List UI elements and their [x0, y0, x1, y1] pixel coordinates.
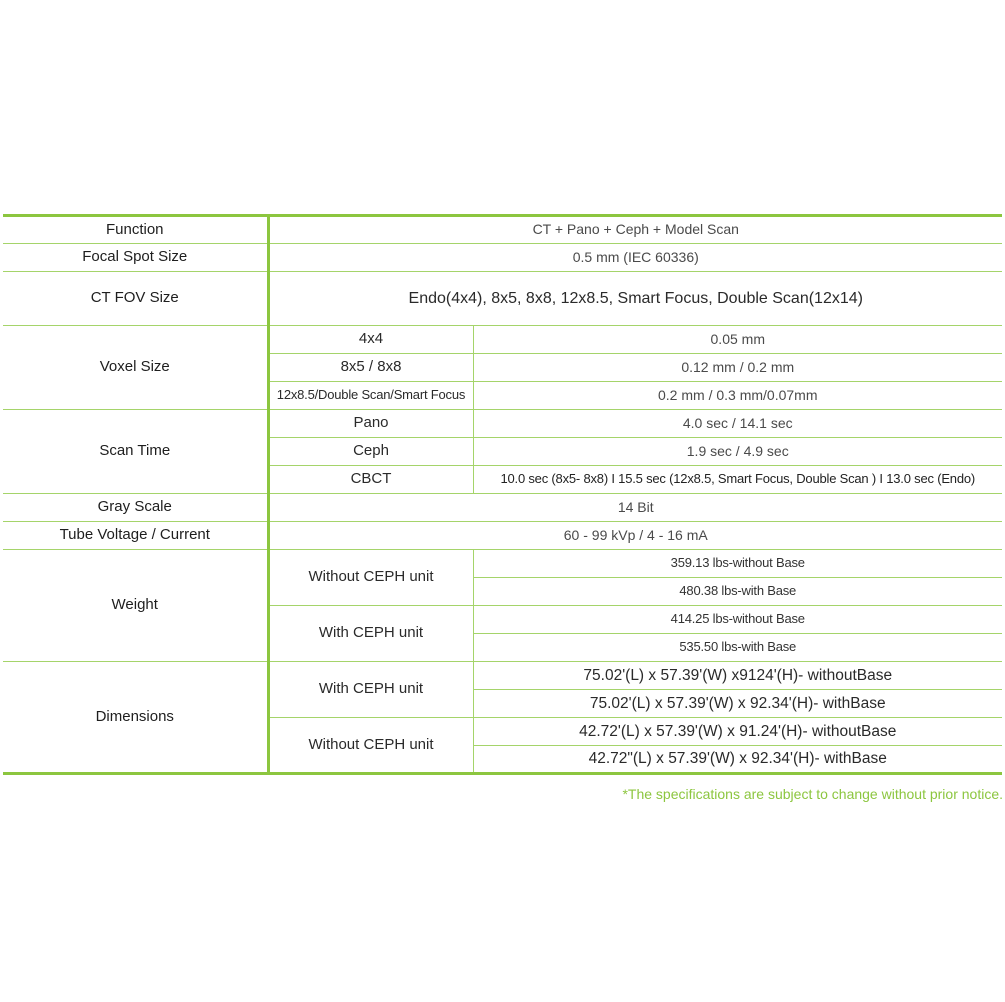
table-row	[3, 662, 1002, 690]
table-row	[3, 326, 1002, 354]
tube-voltage-value: 60 - 99 kVp / 4 - 16 mA	[268, 522, 1002, 550]
weight-value: 414.25 lbs-without Base	[473, 606, 1002, 634]
dimensions-label: Dimensions	[3, 662, 268, 774]
ct-fov-label: CT FOV Size	[3, 272, 268, 326]
gray-scale-label: Gray Scale	[3, 494, 268, 522]
scan-time-label: Scan Time	[3, 410, 268, 494]
voxel-size-label: Voxel Size	[3, 326, 268, 410]
dimensions-sub-label: With CEPH unit	[268, 662, 473, 718]
table-row	[3, 244, 1002, 272]
voxel-value: 0.05 mm	[473, 326, 1002, 354]
dimensions-value: 75.02'(L) x 57.39'(W) x9124'(H)- withoutBase	[473, 662, 1002, 690]
function-label: Function	[3, 216, 268, 244]
ct-fov-value: Endo(4x4), 8x5, 8x8, 12x8.5, Smart Focus, Double Scan(12x14)	[268, 272, 1002, 326]
table-row	[3, 410, 1002, 438]
function-value: CT + Pano + Ceph + Model Scan	[268, 216, 1002, 244]
dimensions-sub-label: Without CEPH unit	[268, 718, 473, 774]
focal-spot-label: Focal Spot Size	[3, 244, 268, 272]
focal-spot-value: 0.5 mm (IEC 60336)	[268, 244, 1002, 272]
weight-value: 480.38 lbs-with Base	[473, 578, 1002, 606]
voxel-sub-label: 8x5 / 8x8	[268, 354, 473, 382]
weight-value: 535.50 lbs-with Base	[473, 634, 1002, 662]
scan-time-sub-label: Ceph	[268, 438, 473, 466]
tube-voltage-label: Tube Voltage / Current	[3, 522, 268, 550]
disclaimer-note: *The specifications are subject to change without prior notice.	[622, 786, 1003, 802]
scan-time-value: 10.0 sec (8x5- 8x8) I 15.5 sec (12x8.5, Smart Focus, Double Scan ) I 13.0 sec (Endo)	[473, 466, 1002, 494]
dimensions-value: 42.72"(L) x 57.39'(W) x 92.34'(H)- withBase	[473, 746, 1002, 774]
table-row	[3, 494, 1002, 522]
dimensions-value: 42.72'(L) x 57.39'(W) x 91.24'(H)- withoutBase	[473, 718, 1002, 746]
scan-time-value: 4.0 sec / 14.1 sec	[473, 410, 1002, 438]
scan-time-sub-label: Pano	[268, 410, 473, 438]
voxel-sub-label: 4x4	[268, 326, 473, 354]
weight-sub-label: With CEPH unit	[268, 606, 473, 662]
weight-label: Weight	[3, 550, 268, 662]
scan-time-sub-label: CBCT	[268, 466, 473, 494]
gray-scale-value: 14 Bit	[268, 494, 1002, 522]
table-row	[3, 272, 1002, 326]
weight-value: 359.13 lbs-without Base	[473, 550, 1002, 578]
weight-sub-label: Without CEPH unit	[268, 550, 473, 606]
voxel-value: 0.2 mm / 0.3 mm/0.07mm	[473, 382, 1002, 410]
voxel-value: 0.12 mm / 0.2 mm	[473, 354, 1002, 382]
table-row	[3, 216, 1002, 244]
table-row	[3, 550, 1002, 578]
dimensions-value: 75.02'(L) x 57.39'(W) x 92.34'(H)- withBase	[473, 690, 1002, 718]
scan-time-value: 1.9 sec / 4.9 sec	[473, 438, 1002, 466]
specifications-table	[3, 214, 1002, 775]
voxel-sub-label: 12x8.5/Double Scan/Smart Focus	[268, 382, 473, 410]
table-row	[3, 522, 1002, 550]
